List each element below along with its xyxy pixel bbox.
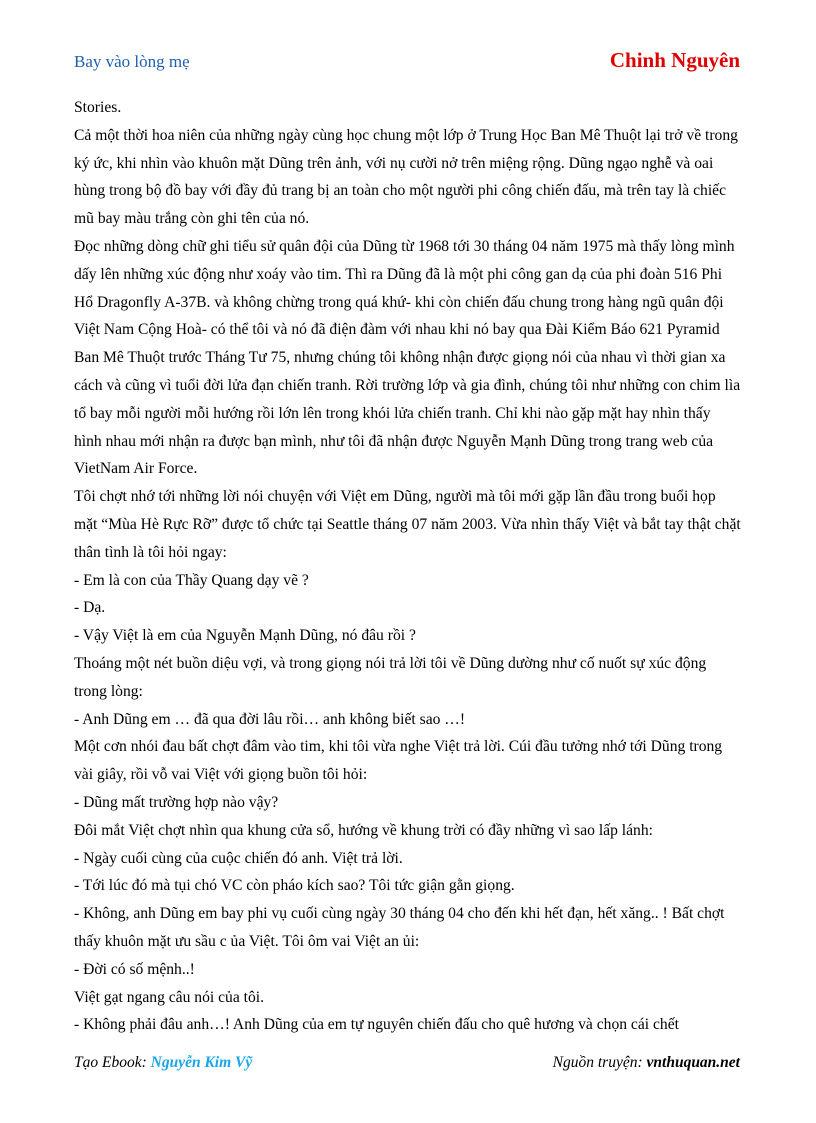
paragraph: - Dũng mất trường hợp nào vậy?	[74, 793, 279, 811]
author-name: Chinh Nguyên	[609, 48, 740, 72]
story-title: Bay vào lòng mẹ	[74, 52, 190, 71]
paragraph: Việt gạt ngang câu nói của tôi.	[74, 988, 265, 1006]
source-site: vnthuquan.net	[646, 1054, 740, 1071]
paragraph: Stories.	[74, 99, 122, 116]
ebook-maker: Nguyễn Kim Vỹ	[150, 1054, 253, 1071]
paragraph: - Ngày cuối cùng của cuộc chiến đó anh. Việt trả lời.	[74, 849, 403, 867]
source-label: Nguồn truyện	[552, 1054, 638, 1071]
paragraph: - Dạ.	[74, 599, 106, 617]
paragraph: Thoáng một nét buồn diệu vợi, và trong giọng nói trả lời tôi về Dũng dường như cố nuốt sự xúc động trong lòng:	[74, 654, 707, 700]
paragraph: - Không phải đâu anh…! Anh Dũng của em tự nguyên chiến đấu cho quê hương và chọn cái chết	[74, 1016, 679, 1034]
page-footer	[74, 1054, 740, 1078]
paragraph: Một cơn nhói đau bất chợt đâm vào tim, khi tôi vừa nghe Việt trả lời. Cúi đầu tưởng nhớ tới Dũng trong vài giây, rồi vỗ vai Việt với giọng buồn tôi hỏi:	[74, 738, 723, 784]
paragraph: - Không, anh Dũng em bay phi vụ cuối cùng ngày 30 tháng 04 cho đến khi hết đạn, hết xăng.. ! Bất chợt thấy khuôn mặt ưu sầu c ủa Việt. Tôi ôm vai Việt an ủi:	[74, 905, 725, 950]
paragraph: - Vậy Việt là em của Nguyễn Mạnh Dũng, nó đâu rồi ?	[74, 627, 416, 645]
paragraph: - Tới lúc đó mà tụi chó VC còn pháo kích sao? Tôi tức giận gằn giọng.	[74, 877, 515, 895]
paragraph: Cả một thời hoa niên của những ngày cùng học chung một lớp ở Trung Học Ban Mê Thuột lại trở về trong ký ức, khi nhìn vào khuôn mặt Dũng trên ảnh, với nụ cười nở trên miệng rộng. Dũng ngạo nghễ và oai hùng trong bộ đồ bay với đầy đủ trang bị an toàn cho một người phi công chiến đấu, mà trên tay là chiếc mũ bay màu trắng còn ghi tên của nó.	[74, 126, 738, 228]
ebook-separator: :	[141, 1054, 151, 1071]
paragraph: Đọc những dòng chữ ghi tiểu sử quân đội của Dũng từ 1968 tới 30 tháng 04 năm 1975 mà thấy lòng mình dấy lên những xúc động như xoáy vào tim. Thì ra Dũng đã là một phi công gan dạ của phi đoàn 516 Phi Hổ Dragonfly A-37B. và không chừng trong quá khứ- khi còn chiến đấu chung trong hàng ngũ quân đội Việt Nam Cộng Hoà- có thể tôi và nó đã điện đàm với nhau khi nó bay qua Đài Kiểm Báo 621 Pyramid Ban Mê Thuột trước Tháng Tư 75, nhưng chúng tôi không nhận được giọng nói của nhau vì thời gian xa cách và cũng vì tuổi đời lửa đạn chiến tranh. Rời trường lớp và gia đình, chúng tôi như những con chim lìa tổ bay mỗi người mỗi hướng rồi lớn lên trong khói lửa chiến tranh. Chỉ khi nào gặp mặt hay nhìn thấy hình nhau mới nhận ra được bạn mình, như tôi đã nhận được Nguyễn Mạnh Dũng trong trang web của VietNam Air Force.	[74, 237, 741, 478]
page-header	[74, 48, 740, 78]
ebook-label: Tạo Ebook	[74, 1054, 142, 1071]
paragraph: - Anh Dũng em … đã qua đời lâu rồi… anh không biết sao …!	[74, 710, 466, 728]
source-separator: :	[637, 1054, 647, 1071]
paragraph: - Đời có số mệnh..!	[74, 960, 195, 978]
ebook-credit	[74, 1054, 252, 1072]
paragraph: - Em là con của Thầy Quang dạy vẽ ?	[74, 571, 309, 589]
source-credit	[553, 1054, 740, 1072]
story-body	[74, 94, 742, 1039]
paragraph: Tôi chợt nhớ tới những lời nói chuyện với Việt em Dũng, người mà tôi mới gặp lần đầu trong buổi họp mặt “Mùa Hè Rực Rỡ” được tổ chức tại Seattle tháng 07 năm 2003. Vừa nhìn thấy Việt và bắt tay thật chặt thân tình là tôi hỏi ngay:	[74, 488, 741, 561]
paragraph: Đôi mắt Việt chợt nhìn qua khung cửa sổ, hướng về khung trời có đầy những vì sao lấp lánh:	[74, 821, 653, 839]
